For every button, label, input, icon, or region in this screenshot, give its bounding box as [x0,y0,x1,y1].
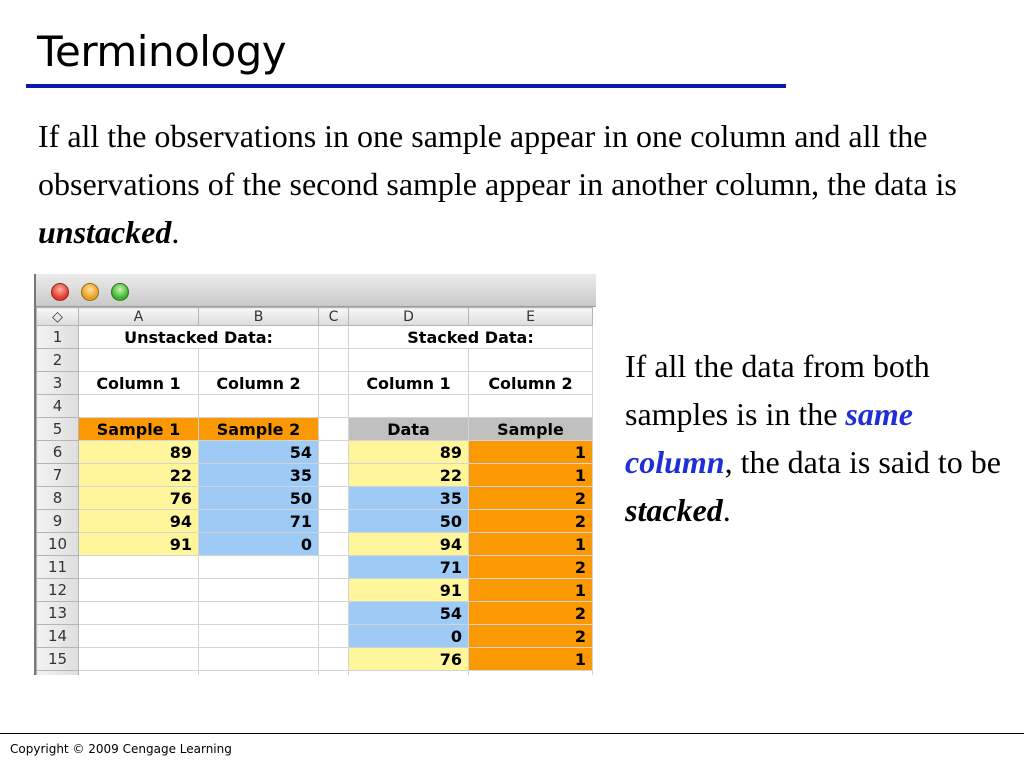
sample2-cell[interactable]: 0 [199,533,319,556]
cell[interactable] [79,579,199,602]
row-header-12[interactable]: 12 [37,579,79,602]
row-header-5[interactable]: 5 [37,418,79,441]
cell[interactable] [79,671,199,676]
row-header-14[interactable]: 14 [37,625,79,648]
side-text-2: , the data is said to be [724,444,1001,480]
table-row [37,510,593,533]
select-all-corner-icon[interactable]: ◇ [37,308,79,326]
side-end: . [722,492,731,528]
footer-divider [0,733,1024,734]
row-header-15[interactable]: 15 [37,648,79,671]
sample2-cell[interactable]: 35 [199,464,319,487]
cell[interactable] [79,349,199,372]
cell[interactable] [349,671,469,676]
intro-end: . [171,214,180,250]
intro-paragraph [38,112,998,256]
stacked-data-cell[interactable]: 71 [349,556,469,579]
stacked-data-cell[interactable]: 50 [349,510,469,533]
spreadsheet-window [34,274,596,675]
cell[interactable] [79,625,199,648]
cell[interactable] [199,602,319,625]
sample2-header-cell[interactable]: Sample 2 [199,418,319,441]
table-row [37,372,593,395]
sample-header-cell[interactable]: Sample [469,418,593,441]
cell[interactable] [319,441,349,464]
column1-label-cell-d[interactable]: Column 1 [349,372,469,395]
sample1-cell[interactable]: 76 [79,487,199,510]
cell[interactable] [319,349,349,372]
column-header-a[interactable]: A [79,308,199,326]
cell[interactable] [319,418,349,441]
sample2-cell[interactable]: 54 [199,441,319,464]
column1-label-cell[interactable]: Column 1 [79,372,199,395]
term-same-column: same column [625,396,913,480]
sample1-header-cell[interactable]: Sample 1 [79,418,199,441]
sample1-cell[interactable]: 94 [79,510,199,533]
row-header-13[interactable]: 13 [37,602,79,625]
row-header-10[interactable]: 10 [37,533,79,556]
table-row [37,602,593,625]
cell[interactable] [349,349,469,372]
row-header-8[interactable]: 8 [37,487,79,510]
column-header-row [37,308,593,326]
close-window-icon[interactable] [51,283,69,301]
cell[interactable] [79,602,199,625]
stacked-sample-cell[interactable]: 1 [469,441,593,464]
cell[interactable] [199,395,319,418]
cell[interactable] [199,579,319,602]
stacked-data-cell[interactable]: 89 [349,441,469,464]
sample1-cell[interactable]: 22 [79,464,199,487]
table-row [37,464,593,487]
stacked-sample-cell[interactable]: 2 [469,602,593,625]
cell[interactable] [319,648,349,671]
table-row [37,349,593,372]
stacked-sample-cell[interactable]: 1 [469,648,593,671]
sample2-cell[interactable]: 71 [199,510,319,533]
column-header-d[interactable]: D [349,308,469,326]
cell[interactable] [319,487,349,510]
cell[interactable] [319,579,349,602]
stacked-sample-cell[interactable]: 1 [469,579,593,602]
table-row [37,671,593,676]
stacked-sample-cell[interactable]: 2 [469,487,593,510]
cell[interactable] [469,671,593,676]
spreadsheet-grid [36,307,593,675]
cell[interactable] [79,395,199,418]
table-row [37,441,593,464]
cell[interactable] [319,395,349,418]
row-header-9[interactable]: 9 [37,510,79,533]
title-underline [26,84,786,88]
table-row [37,579,593,602]
slide-title: Terminology [37,27,287,76]
side-text-1: If all the data from both samples is in the [625,348,930,432]
table-row [37,625,593,648]
cell[interactable] [319,671,349,676]
cell[interactable] [199,349,319,372]
cell[interactable] [319,510,349,533]
cell[interactable] [79,556,199,579]
column-header-c[interactable]: C [319,308,349,326]
stacked-data-cell[interactable]: 54 [349,602,469,625]
cell[interactable] [319,372,349,395]
row-header-4[interactable]: 4 [37,395,79,418]
stacked-sample-cell[interactable]: 2 [469,556,593,579]
row-header-7[interactable]: 7 [37,464,79,487]
cell[interactable] [199,625,319,648]
copyright-notice: Copyright © 2009 Cengage Learning [10,742,232,756]
stacked-title-cell[interactable]: Stacked Data: [349,326,593,349]
row-header-1[interactable]: 1 [37,326,79,349]
unstacked-title-cell[interactable]: Unstacked Data: [79,326,319,349]
table-row [37,395,593,418]
stacked-sample-cell[interactable]: 1 [469,464,593,487]
cell[interactable] [319,625,349,648]
minimize-window-icon[interactable] [81,283,99,301]
data-header-cell[interactable]: Data [349,418,469,441]
stacked-data-cell[interactable]: 0 [349,625,469,648]
cell[interactable] [319,533,349,556]
cell[interactable] [319,556,349,579]
cell[interactable] [319,326,349,349]
column2-label-cell[interactable]: Column 2 [199,372,319,395]
stacked-sample-cell[interactable]: 2 [469,510,593,533]
table-row [37,418,593,441]
cell[interactable] [199,671,319,676]
row-header-11[interactable]: 11 [37,556,79,579]
cell[interactable] [469,395,593,418]
stacked-data-cell[interactable]: 91 [349,579,469,602]
column2-label-cell-e[interactable]: Column 2 [469,372,593,395]
intro-text: If all the observations in one sample appear in one column and all the observations of the second sample appear in another column, the data is [38,118,957,202]
cell[interactable] [349,395,469,418]
cell[interactable] [199,648,319,671]
cell[interactable] [199,556,319,579]
zoom-window-icon[interactable] [111,283,129,301]
row-header-2[interactable]: 2 [37,349,79,372]
sample2-cell[interactable]: 50 [199,487,319,510]
table-row [37,556,593,579]
cell[interactable] [79,648,199,671]
column-header-e[interactable]: E [469,308,593,326]
sample1-cell[interactable]: 91 [79,533,199,556]
cell[interactable] [319,602,349,625]
sample1-cell[interactable]: 89 [79,441,199,464]
table-row [37,326,593,349]
stacked-sample-cell[interactable]: 1 [469,533,593,556]
cell[interactable] [469,349,593,372]
row-header-3[interactable]: 3 [37,372,79,395]
stacked-data-cell[interactable]: 94 [349,533,469,556]
row-header-6[interactable]: 6 [37,441,79,464]
term-stacked: stacked [625,492,723,528]
stacked-data-cell[interactable]: 35 [349,487,469,510]
table-row [37,487,593,510]
row-header-partial[interactable] [37,671,79,676]
table-row [37,648,593,671]
stacked-data-cell[interactable]: 76 [349,648,469,671]
column-header-b[interactable]: B [199,308,319,326]
table-row [37,533,593,556]
stacked-data-cell[interactable]: 22 [349,464,469,487]
cell[interactable] [319,464,349,487]
term-unstacked: unstacked [38,214,172,250]
window-titlebar [36,274,596,307]
stacked-sample-cell[interactable]: 2 [469,625,593,648]
stacked-explanation [625,342,1005,534]
